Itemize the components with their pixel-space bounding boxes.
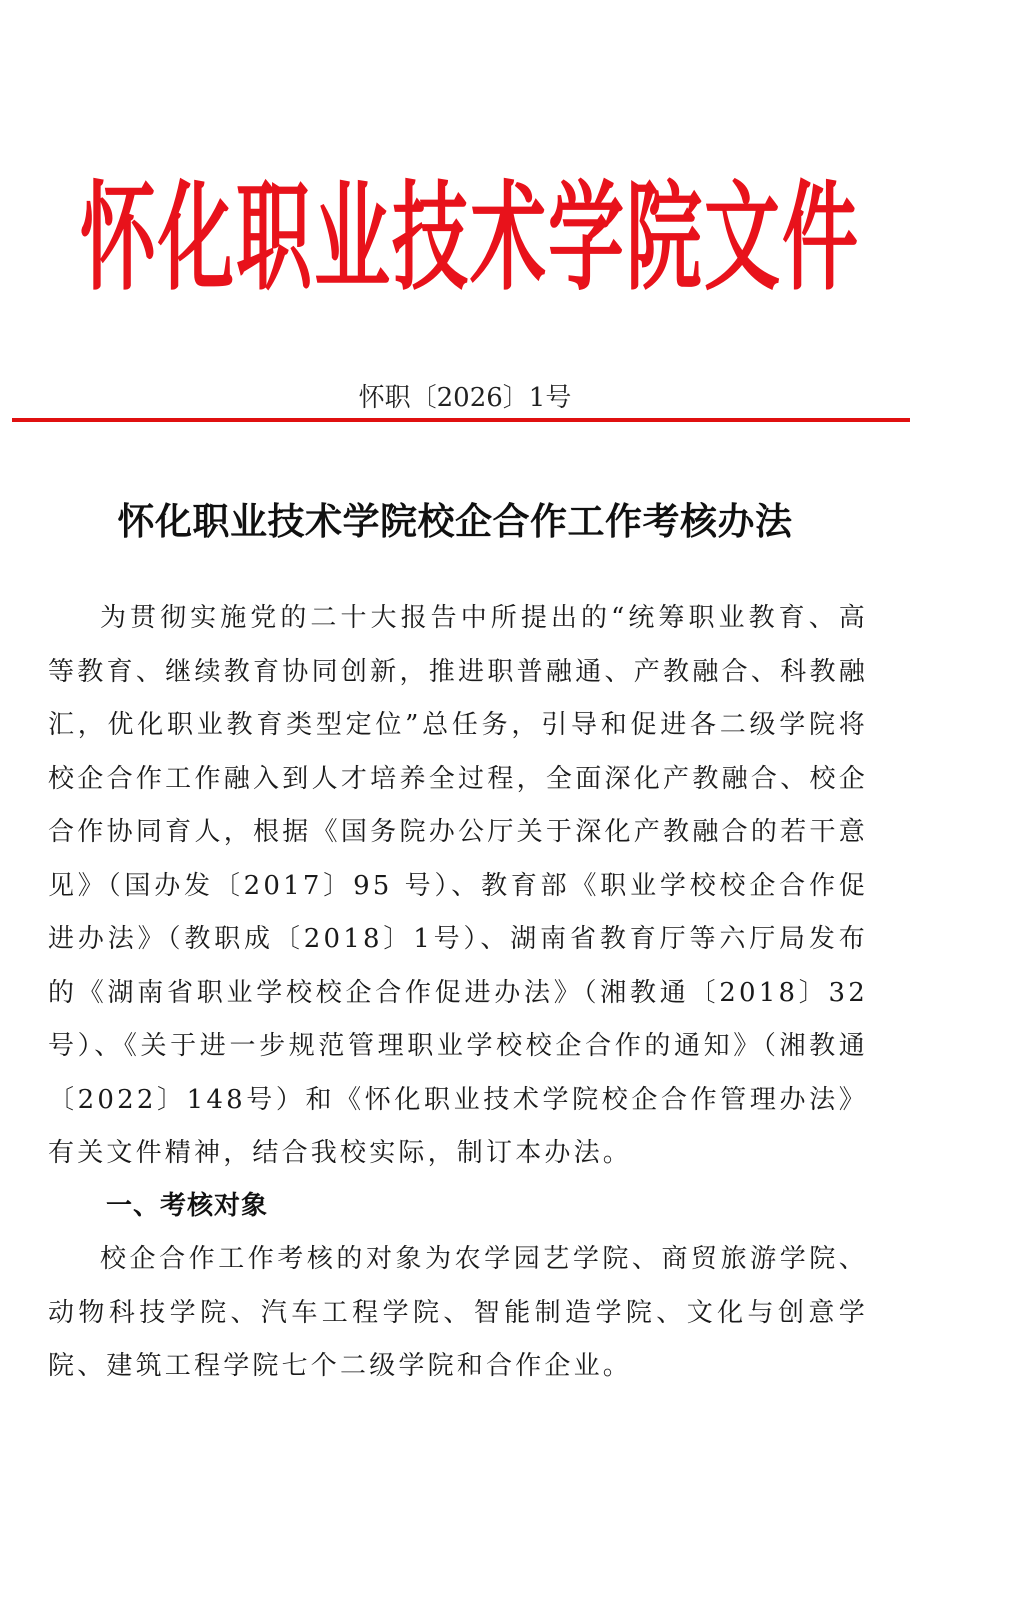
red-divider-line [12,418,910,422]
document-masthead: 怀化职业技术学院文件 [80,168,860,307]
section-paragraph-assessment-targets: 校企合作工作考核的对象为农学园艺学院、商贸旅游学院、动物科技学院、汽车工程学院、智能制造学院、文化与创意学院、建筑工程学院七个二级学院和合作企业。 [48,1244,868,1381]
section-heading-assessment-targets: 一、考核对象 [106,1191,269,1221]
document-title: 怀化职业技术学院校企合作工作考核办法 [117,500,793,543]
document-number: 怀职〔2026〕1号 [358,383,572,413]
intro-paragraph: 为贯彻实施党的二十大报告中所提出的“统筹职业教育、高等教育、继续教育协同创新，推进职普融通、产教融合、科教融汇，优化职业教育类型定位”总任务，引导和促进各二级学院将校企合作工作融入到人才培养全过程，全面深化产教融合、校企合作协同育人，根据《国务院办公厅关于深化产教融合的若干意见》（国办发〔2017〕95 号）、教育部《职业学校校企合作促进办法》（教职成〔2018〕1号）、湖南省教育厅等六厅局发布的《湖南省职业学校校企合作促进办法》（湘教通〔2018〕32号）、《关于进一步规范管理职业学校校企合作的通知》（湘教通〔2022〕148号）和《怀化职业技术学院校企合作管理办法》有关文件精神，结合我校实际，制订本办法。 [48,603,868,1168]
